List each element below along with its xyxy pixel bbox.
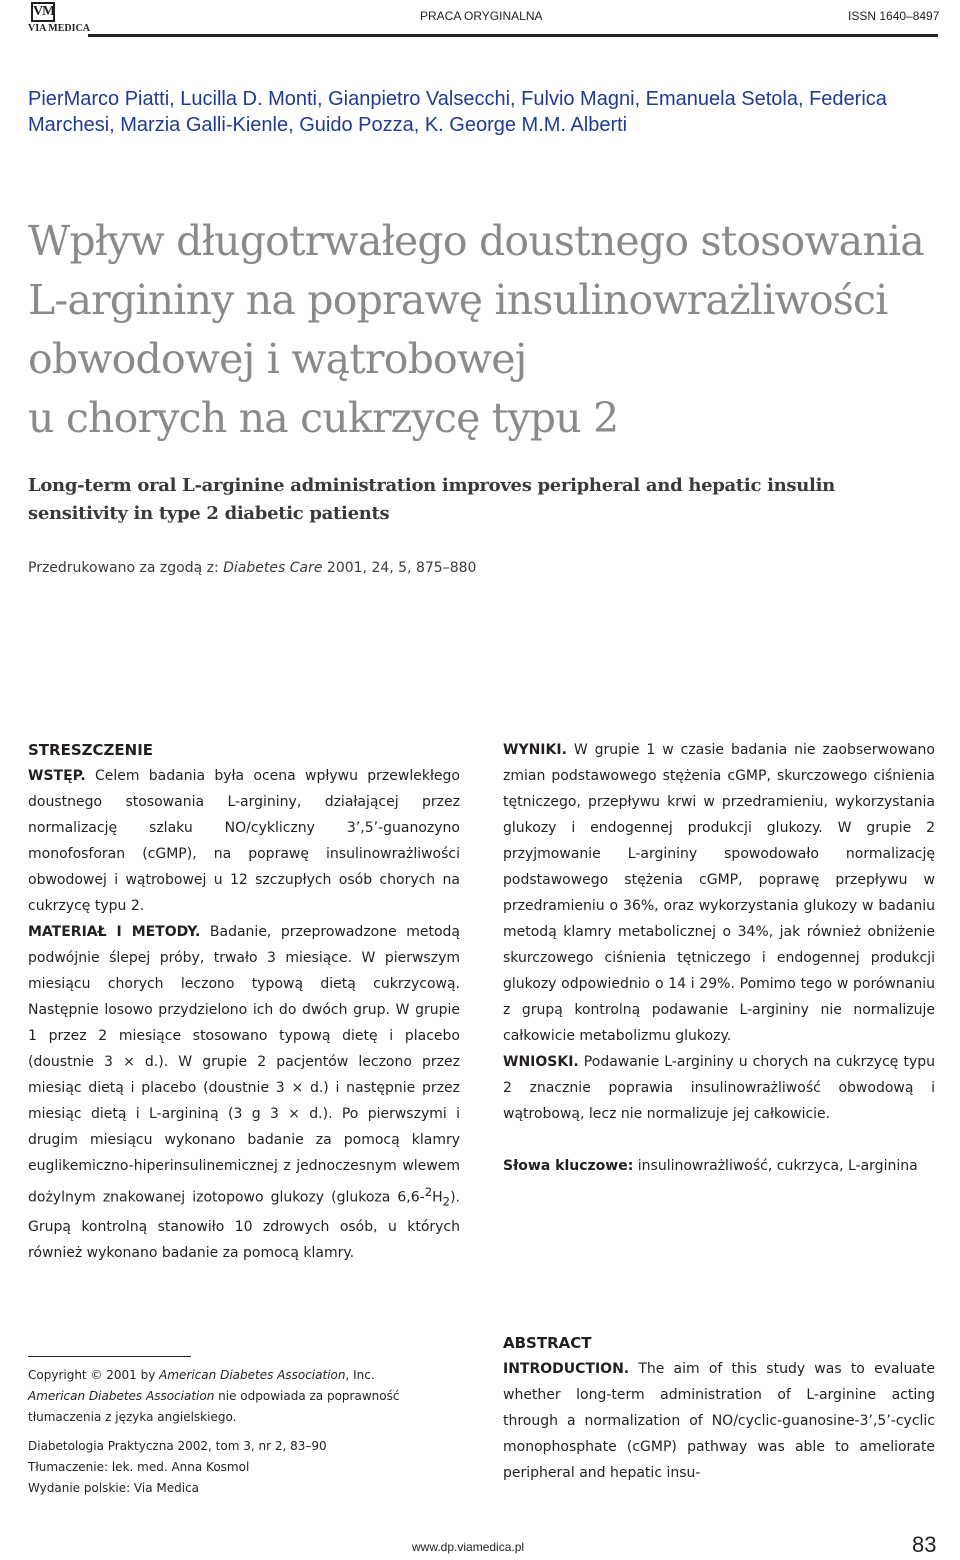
- disclaimer-text: nie odpowiada za poprawność tłumaczenia z języka angielskiego.: [28, 1389, 400, 1424]
- edition-line: Wydanie polskie: Via Medica: [28, 1481, 200, 1495]
- label-wstep: WSTĘP.: [28, 768, 86, 784]
- copyright-prefix: Copyright © 2001 by: [28, 1368, 160, 1382]
- copyright-suffix: , Inc.: [345, 1368, 375, 1382]
- title-line: obwodowej i wątrobowej: [28, 335, 527, 383]
- disclaimer-line: [28, 1386, 468, 1428]
- reprint-prefix: Przedrukowano za zgodą z:: [28, 560, 224, 576]
- label-keywords: Słowa kluczowe:: [503, 1158, 634, 1174]
- author-list: PierMarco Piatti, Lucilla D. Monti, Gianpietro Valsecchi, Fulvio Magni, Emanuela Setola, Federica Marchesi, Marzia Galli-Kienle, Guido Pozza, K. George M.M. Alberti: [28, 88, 887, 136]
- paragraph-wstep: [28, 763, 460, 919]
- label-wnioski: WNIOSKI.: [503, 1054, 579, 1070]
- paragraph-wyniki: [503, 737, 935, 1049]
- isotope-element: H: [432, 1189, 443, 1206]
- title-line: Wpływ długotrwałego doustnego stosowania: [28, 217, 924, 265]
- section-label: PRACA ORYGINALNA: [420, 9, 543, 23]
- reprint-note: [28, 560, 476, 576]
- abstract-polish-left: [28, 737, 460, 1266]
- disclaimer-org: American Diabetes Association: [28, 1389, 215, 1403]
- label-wyniki: WYNIKI.: [503, 742, 567, 758]
- english-title: Long-term oral L-arginine administration improves peripheral and hepatic insulin sensitivity in type 2 diabetic patients: [28, 475, 835, 524]
- journal-url[interactable]: www.dp.viamedica.pl: [412, 1540, 525, 1554]
- isotope-superscript: 2: [424, 1185, 433, 1199]
- footnote-rule: [28, 1356, 191, 1357]
- journal-line: Diabetologia Praktyczna 2002, tom 3, nr 2, 83–90: [28, 1439, 327, 1453]
- paragraph-metody: [28, 919, 460, 1266]
- label-introduction: INTRODUCTION.: [503, 1361, 630, 1377]
- section-heading-streszczenie: STRESZCZENIE: [28, 741, 154, 759]
- title-line: L-argininy na poprawę insulinowrażliwości: [28, 276, 888, 324]
- paragraph-introduction: [503, 1356, 935, 1486]
- footnotes: [28, 1365, 468, 1499]
- text-wnioski: Podawanie L-argininy u chorych na cukrzycę typu 2 znacznie poprawia insulinowrażliwość obwodową i wątrobową, lecz nie normalizuje jej całkowicie.: [503, 1054, 935, 1122]
- text-metody-1: Badanie, przeprowadzone metodą podwójnie ślepej próby, trwało 3 miesiące. W pierwszym miesiącu chorych leczono typową dietą cukrzycową. Następnie losowo przydzielono ich do dwóch grup. W grupie 1 przez 2 miesiące stosowano typową dietę i placebo (doustnie 3 × d.). W grupie 2 pacjentów leczono przez miesiąc dietą i placebo (doustnie 3 × d.) i następnie przez miesiąc dietą i L-argininą (3 g 3 × d.). Po pierwszymi i drugim miesiącu wykonano badanie za pomocą klamry euglikemiczno-hiperinsulinemicznej z jednoczesnym wlewem dożylnym znakowanej izotopowo glukozy (glukoza 6,6-: [28, 924, 460, 1206]
- paragraph-keywords: [503, 1153, 935, 1179]
- title-line: u chorych na cukrzycę typu 2: [28, 394, 619, 442]
- text-wstep: Celem badania była ocena wpływu przewlekłego doustnego stosowania L-argininy, działającej przez normalizację szlaku NO/cykliczny 3’,5’-guanozyno monofosforan (cGMP), na poprawę insulinowrażliwości obwodowej i wątrobowej u 12 szczupłych osób chorych na cukrzycę typu 2.: [28, 768, 460, 914]
- issn-label: ISSN 1640–8497: [848, 9, 940, 23]
- reprint-suffix: 2001, 24, 5, 875–880: [322, 560, 477, 576]
- isotope-subscript: 2: [442, 1194, 451, 1209]
- paragraph-wnioski: [503, 1049, 935, 1127]
- copyright-line: [28, 1365, 468, 1386]
- text-keywords: insulinowrażliwość, cukrzyca, L-arginina: [633, 1158, 918, 1174]
- reprint-journal: Diabetes Care: [223, 560, 323, 576]
- copyright-org: American Diabetes Association: [159, 1368, 346, 1382]
- article-title: [28, 212, 938, 448]
- logo-text: VIA MEDICA: [28, 23, 90, 34]
- section-heading-abstract: ABSTRACT: [503, 1334, 592, 1352]
- translation-line: Tłumaczenie: lek. med. Anna Kosmol: [28, 1460, 250, 1474]
- text-wyniki: W grupie 1 w czasie badania nie zaobserwowano zmian podstawowego stężenia cGMP, skurczowego ciśnienia tętniczego, przepływu krwi w przedramieniu, wykorzystania glukozy i endogennej produkcji glukozy. W grupie 2 przyjmowanie L-argininy spowodowało normalizację podstawowego stężenia cGMP, poprawę przepływu w przedramieniu o 36%, oraz wykorzystania glukozy w badaniu metodą klamry metabolicznej o 34%, jak również obniżenie skurczowego ciśnienia tętniczego i endogennej produkcji glukozy odpowiednio o 14 i 29%. Pomimo tego w porównaniu z grupą kontrolną podawanie L-argininy nie normalizuje całkowicie metabolizmu glukozy.: [503, 742, 935, 1044]
- abstract-polish-right: [503, 737, 935, 1179]
- page-number: 83: [912, 1532, 937, 1557]
- logo-mark: VM: [31, 2, 55, 22]
- text-introduction: The aim of this study was to evaluate whether long-term administration of L-arginine acting through a normalization of NO/cyclic-guanosine-3’,5’-cyclic monophosphate (cGMP) pathway was able to ameliorate peripheral and hepatic insu-: [503, 1361, 935, 1481]
- label-metody: MATERIAŁ I METODY.: [28, 924, 201, 940]
- publisher-logo: [28, 2, 90, 38]
- header-rule: [88, 34, 938, 37]
- abstract-english: [503, 1330, 935, 1486]
- text-metody-2: ). Grupą kontrolną stanowiło 10 zdrowych osób, u których również wykonano badanie za pomocą klamry.: [28, 1189, 460, 1262]
